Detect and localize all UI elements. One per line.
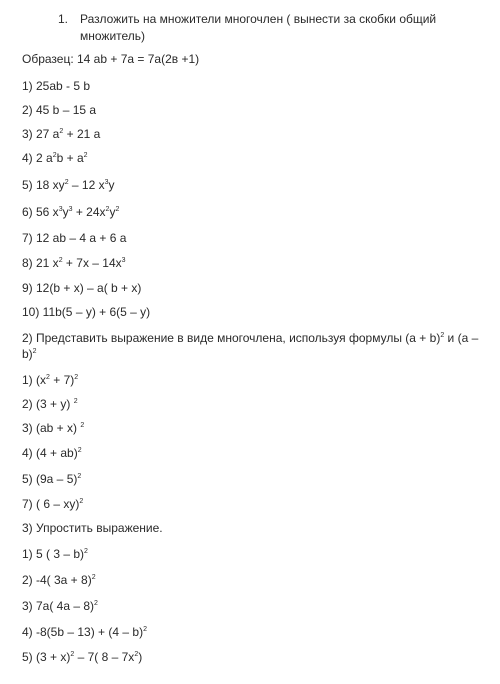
superscript: 2 xyxy=(73,398,78,405)
text-segment: 4) (4 + ab) xyxy=(22,446,78,460)
text-segment: 3) 7a( 4a – 8) xyxy=(22,599,95,613)
text-segment: b + a xyxy=(56,151,84,165)
text-segment: 1) (x xyxy=(22,373,46,387)
superscript: 2 xyxy=(143,626,147,633)
text-segment: 8) 21 x xyxy=(22,256,59,270)
task2-title-line1 xyxy=(22,331,478,345)
task1-item xyxy=(22,305,150,319)
task1-item xyxy=(22,231,126,245)
superscript: 2 xyxy=(83,152,88,159)
superscript: 2 xyxy=(77,473,82,480)
task1-item xyxy=(22,281,141,295)
text-segment: 5) (9a – 5) xyxy=(22,472,78,486)
superscript: 2 xyxy=(58,257,63,264)
superscript: 2 xyxy=(77,447,82,454)
task3-title: 3) Упростить выражение. xyxy=(22,521,163,535)
text-segment: ) xyxy=(138,650,143,664)
superscript: 3 xyxy=(121,257,126,264)
text-segment: b) xyxy=(22,347,33,361)
task3-item xyxy=(22,625,147,639)
task1-example: Образец: 14 ab + 7a = 7a(2в +1) xyxy=(22,52,200,66)
superscript: 2 xyxy=(46,374,50,381)
superscript: 2 xyxy=(105,206,110,213)
text-segment: 3) (ab + x) xyxy=(22,421,81,435)
task2-item xyxy=(22,446,82,460)
text-segment: – 7( 8 – 7x xyxy=(74,650,135,664)
text-segment: + 24x xyxy=(72,205,106,219)
superscript: 2 xyxy=(70,651,75,658)
text-segment: 9) 12(b + x) – a( b + x) xyxy=(22,281,142,295)
text-segment: 2) (3 + y) xyxy=(22,397,74,411)
task1-title-line1: Разложить на множители многочлен ( вынести за скобки общий xyxy=(80,12,437,26)
superscript: 2 xyxy=(32,348,37,355)
text-segment: 2) Представить выражение в виде многочлена, используя формулы (a + b) xyxy=(22,331,441,345)
text-segment: – 12 x xyxy=(68,178,105,192)
text-segment: 7) 12 ab – 4 a + 6 a xyxy=(22,231,127,245)
task3-item xyxy=(22,599,98,613)
text-segment: y xyxy=(109,205,116,219)
task3-item xyxy=(22,650,142,664)
task1-item xyxy=(22,127,100,141)
superscript: 3 xyxy=(68,206,73,213)
superscript: 2 xyxy=(91,574,96,581)
task1-number: 1. xyxy=(58,12,69,26)
superscript: 2 xyxy=(64,179,69,186)
task1-item xyxy=(22,205,119,219)
task2-title-line2 xyxy=(22,347,37,361)
superscript: 2 xyxy=(115,206,120,213)
task1-item xyxy=(22,256,126,270)
superscript: 3 xyxy=(104,179,109,186)
task2-item xyxy=(22,497,83,511)
task1-item xyxy=(22,103,96,117)
text-segment: y xyxy=(108,178,115,192)
superscript: 2 xyxy=(94,600,98,607)
task2-item xyxy=(22,421,84,435)
text-segment: 7) ( 6 – xy) xyxy=(22,497,80,511)
task1-item xyxy=(22,151,88,165)
superscript: 2 xyxy=(79,498,84,505)
text-segment: и (a – xyxy=(444,331,479,345)
text-segment: 5) (3 + x) xyxy=(22,650,71,664)
task3-item xyxy=(22,573,96,587)
text-segment: 2) -4( 3a + 8) xyxy=(22,573,92,587)
task2-item xyxy=(22,373,78,387)
text-segment: 1) 25ab - 5 b xyxy=(22,79,91,93)
text-segment: 4) -8(5b – 13) + (4 – b) xyxy=(22,625,144,639)
superscript: 2 xyxy=(84,548,88,555)
text-segment: 5) 18 xy xyxy=(22,178,65,192)
text-segment: 6) 56 x xyxy=(22,205,59,219)
text-segment: + 7) xyxy=(49,373,75,387)
superscript: 2 xyxy=(59,128,64,135)
superscript: 2 xyxy=(440,332,445,339)
text-segment: 3) 27 a xyxy=(22,127,60,141)
text-segment: 10) 11b(5 – y) + 6(5 – y) xyxy=(22,305,151,319)
text-segment: + 21 a xyxy=(63,127,101,141)
task3-item xyxy=(22,547,88,561)
text-segment: y xyxy=(62,205,69,219)
superscript: 2 xyxy=(80,422,85,429)
task1-title-line2: множитель) xyxy=(80,29,146,43)
task2-item xyxy=(22,472,81,486)
superscript: 2 xyxy=(52,152,57,159)
text-segment: 4) 2 a xyxy=(22,151,53,165)
task2-item xyxy=(22,397,78,411)
task1-item xyxy=(22,178,115,192)
superscript: 2 xyxy=(134,651,139,658)
text-segment: + 7x – 14x xyxy=(62,256,122,270)
superscript: 3 xyxy=(58,206,63,213)
task1-item xyxy=(22,79,90,93)
superscript: 2 xyxy=(74,374,79,381)
text-segment: 1) 5 ( 3 – b) xyxy=(22,547,85,561)
text-segment: 2) 45 b – 15 a xyxy=(22,103,97,117)
